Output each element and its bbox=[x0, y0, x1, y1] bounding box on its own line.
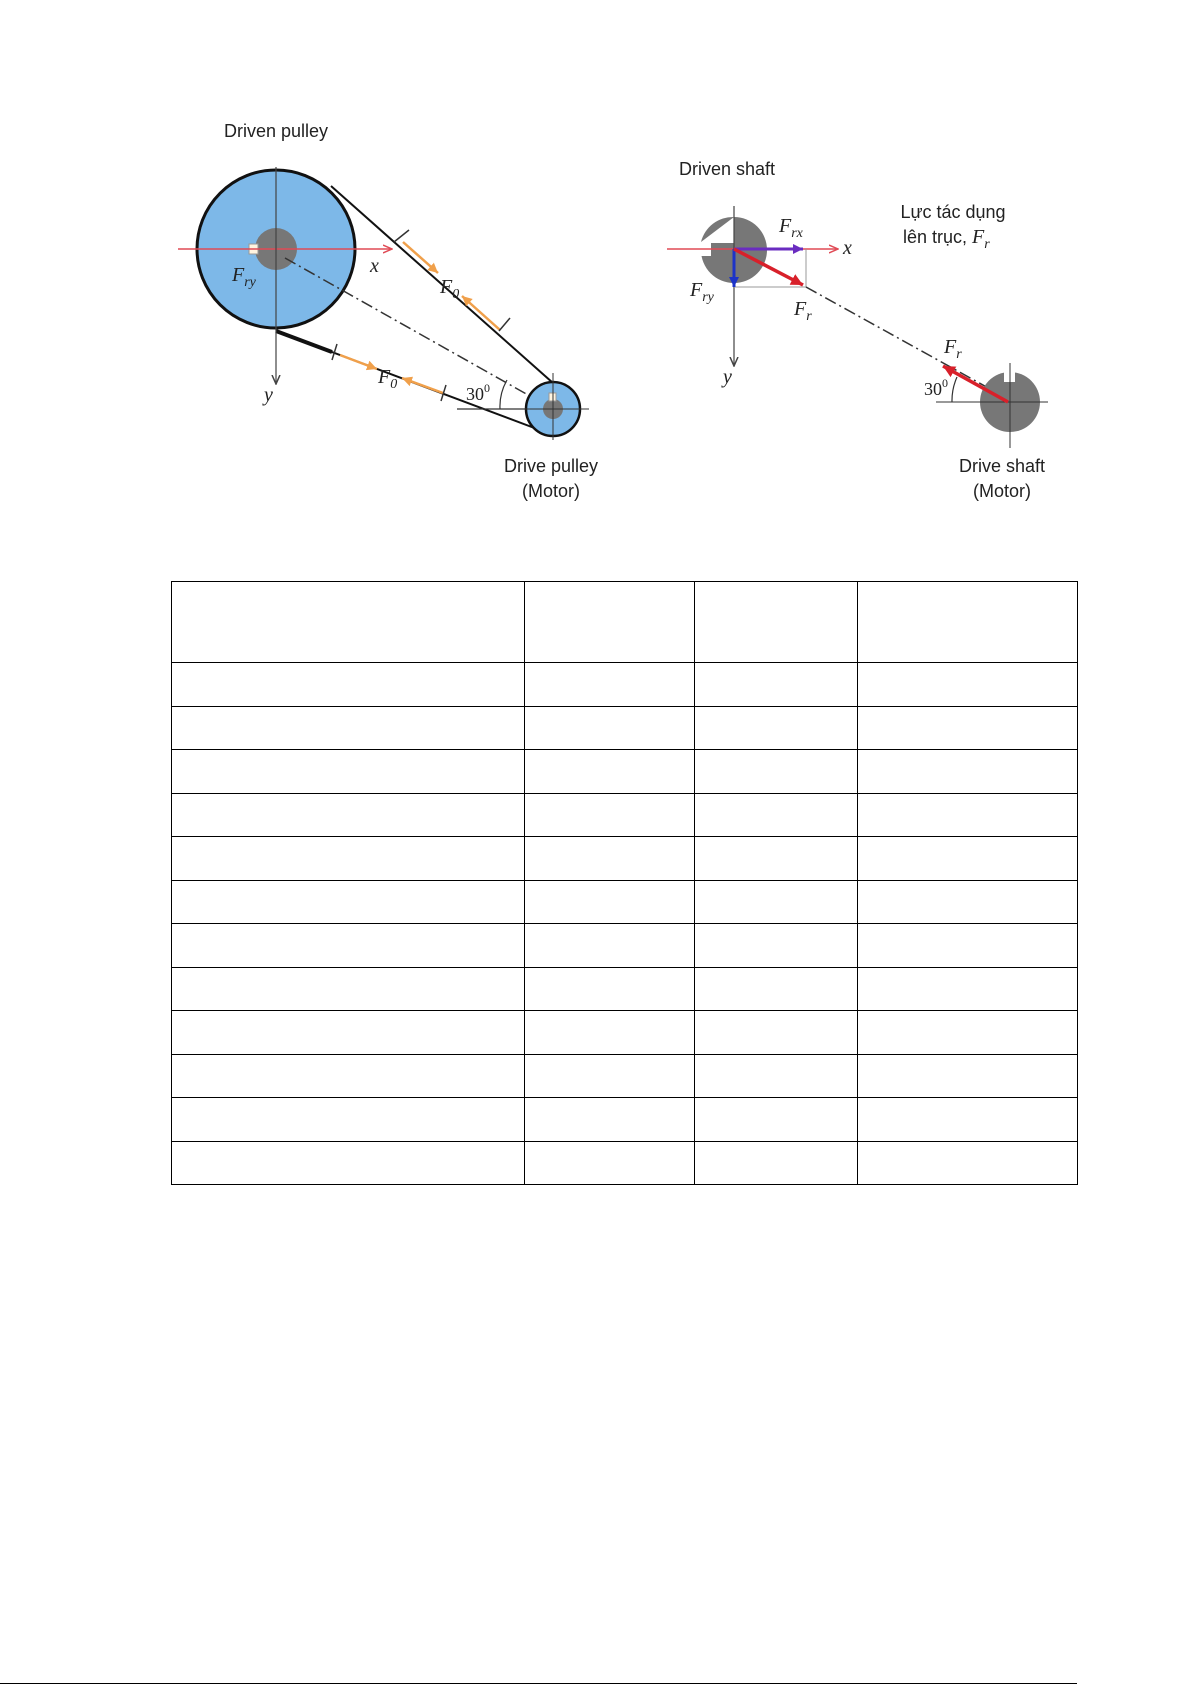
tension-arrow-lower-out bbox=[340, 355, 377, 369]
table-row bbox=[172, 663, 1078, 707]
belt-drive-figure bbox=[0, 0, 1192, 540]
force-note-line2: lên trục, Fr bbox=[903, 226, 990, 252]
table-cell bbox=[695, 706, 858, 750]
table-cell bbox=[525, 880, 695, 924]
table-cell bbox=[858, 880, 1078, 924]
angle-label-left: $30^0$ bbox=[466, 381, 490, 404]
table-header-cell bbox=[525, 582, 695, 663]
right-center-line bbox=[806, 287, 1010, 400]
table-cell bbox=[695, 793, 858, 837]
table-cell bbox=[172, 750, 525, 794]
table-cell bbox=[858, 793, 1078, 837]
right-x-axis-label: x bbox=[843, 237, 852, 259]
y-axis-label: y bbox=[264, 384, 273, 406]
center-line bbox=[285, 258, 553, 409]
table-cell bbox=[525, 750, 695, 794]
footer-rule bbox=[0, 1683, 1077, 1684]
table-cell bbox=[525, 967, 695, 1011]
belt-lower-strand-thick bbox=[276, 331, 332, 352]
fry-label: Fry bbox=[232, 264, 256, 290]
table-cell bbox=[172, 880, 525, 924]
table-row bbox=[172, 924, 1078, 968]
table-header-cell bbox=[172, 582, 525, 663]
table-row bbox=[172, 1098, 1078, 1142]
drive-pulley-label: Drive pulley bbox=[503, 456, 599, 476]
fr-label: Fr bbox=[794, 298, 812, 324]
table-cell bbox=[695, 880, 858, 924]
table-cell bbox=[695, 1141, 858, 1185]
table-cell bbox=[858, 1098, 1078, 1142]
table-cell bbox=[695, 924, 858, 968]
table-cell bbox=[172, 1098, 525, 1142]
table-cell bbox=[695, 967, 858, 1011]
table-cell bbox=[525, 793, 695, 837]
table-cell bbox=[172, 1054, 525, 1098]
f0-label-lower: F0 bbox=[378, 366, 398, 392]
table-row bbox=[172, 1011, 1078, 1055]
tension-arrow-upper-in bbox=[462, 296, 500, 330]
table-cell bbox=[858, 750, 1078, 794]
right-y-axis-label: y bbox=[723, 366, 732, 388]
table-cell bbox=[172, 663, 525, 707]
table-cell bbox=[525, 924, 695, 968]
table-cell bbox=[172, 837, 525, 881]
table-cell bbox=[525, 1141, 695, 1185]
table-cell bbox=[172, 793, 525, 837]
table-cell bbox=[525, 837, 695, 881]
right-angle-arc bbox=[952, 377, 957, 402]
table-cell bbox=[695, 1011, 858, 1055]
table-cell bbox=[695, 663, 858, 707]
frx-label: Frx bbox=[779, 215, 803, 241]
table-cell bbox=[695, 750, 858, 794]
table-cell bbox=[172, 1011, 525, 1055]
angle-arc bbox=[500, 380, 507, 409]
drive-shaft-sublabel: (Motor) bbox=[973, 481, 1031, 501]
table-row bbox=[172, 1054, 1078, 1098]
table-cell bbox=[858, 967, 1078, 1011]
table-cell bbox=[858, 1011, 1078, 1055]
table-cell bbox=[858, 1141, 1078, 1185]
x-axis-label: x bbox=[370, 255, 379, 277]
table-cell bbox=[525, 663, 695, 707]
table-row bbox=[172, 837, 1078, 881]
table-row bbox=[172, 750, 1078, 794]
table-header-row bbox=[172, 582, 1078, 663]
driven-shaft-label: Driven shaft bbox=[678, 159, 776, 179]
table-header-cell bbox=[858, 582, 1078, 663]
drive-pulley-sublabel: (Motor) bbox=[522, 481, 580, 501]
f0-label-upper: F0 bbox=[440, 276, 460, 302]
table-row bbox=[172, 880, 1078, 924]
table-cell bbox=[858, 706, 1078, 750]
angle-label-right: $30^0$ bbox=[924, 376, 948, 399]
tick-mark bbox=[499, 318, 510, 331]
table-cell bbox=[172, 967, 525, 1011]
table-cell bbox=[695, 1054, 858, 1098]
table-cell bbox=[525, 1011, 695, 1055]
left-belt-diagram bbox=[178, 121, 598, 501]
right-shaft-diagram bbox=[667, 159, 1048, 501]
tick-mark bbox=[394, 230, 409, 242]
table-cell bbox=[525, 1098, 695, 1142]
fr-label-drive: Fr bbox=[944, 336, 962, 362]
driven-shaft-top bbox=[701, 217, 734, 242]
drive-shaft-label: Drive shaft bbox=[958, 456, 1046, 476]
table-cell bbox=[858, 837, 1078, 881]
table-cell bbox=[858, 663, 1078, 707]
table-row bbox=[172, 967, 1078, 1011]
table-cell bbox=[525, 706, 695, 750]
fry-label-right: Fry bbox=[690, 279, 714, 305]
driven-pulley-label: Driven pulley bbox=[223, 121, 329, 141]
table-cell bbox=[525, 1054, 695, 1098]
table-row bbox=[172, 1141, 1078, 1185]
table-cell bbox=[172, 706, 525, 750]
table-cell bbox=[695, 837, 858, 881]
table-cell bbox=[858, 924, 1078, 968]
table-header-cell bbox=[695, 582, 858, 663]
table-cell bbox=[172, 1141, 525, 1185]
table-row bbox=[172, 793, 1078, 837]
table-cell bbox=[695, 1098, 858, 1142]
tension-arrow-lower-in bbox=[402, 378, 443, 393]
force-note-line1: Lực tác dụng bbox=[900, 202, 1006, 222]
tension-arrow-upper-out bbox=[403, 242, 438, 273]
table-row bbox=[172, 706, 1078, 750]
table-cell bbox=[172, 924, 525, 968]
data-table bbox=[171, 581, 1078, 1185]
table-cell bbox=[858, 1054, 1078, 1098]
